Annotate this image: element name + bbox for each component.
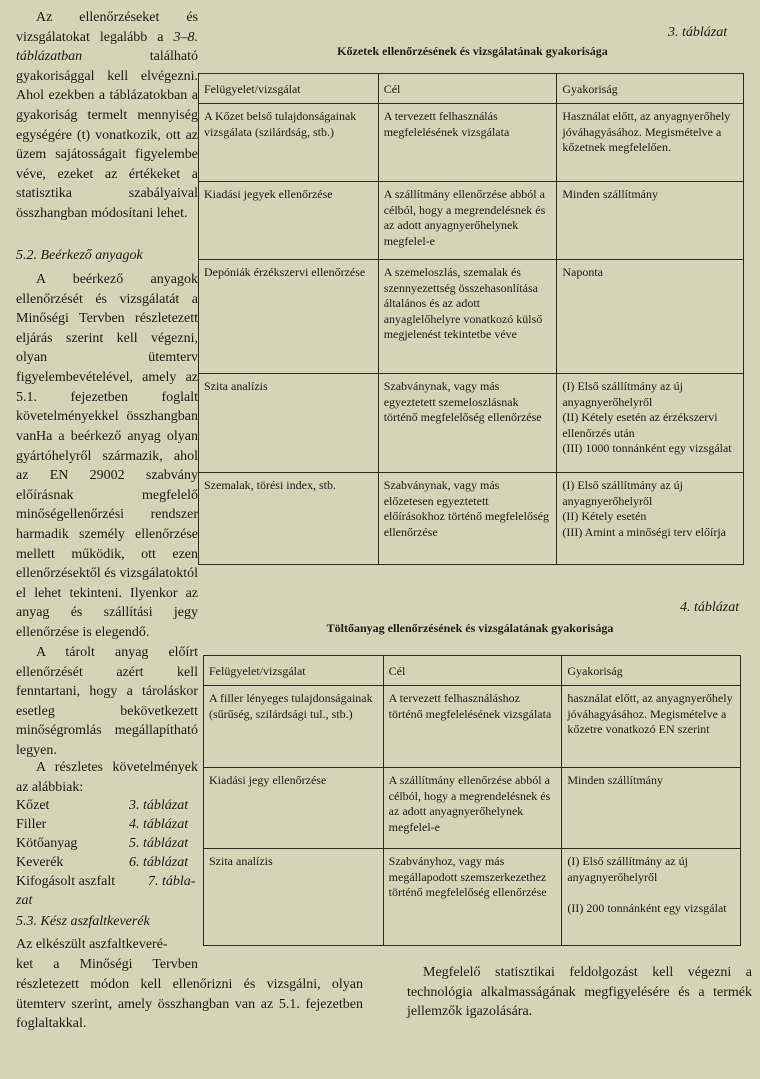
table-3-title: Kőzetek ellenőrzésének és vizsgálatának gyakorisága	[337, 44, 608, 58]
cell-frequency: Naponta	[557, 260, 744, 374]
cell-frequency: használat előtt, az anyagnyerőhely jóváhagyásához. Megismételve a kőzetre vonatkozó EN szerint	[562, 686, 741, 768]
requirement-name: Kifogásolt aszfalt	[16, 874, 116, 889]
header-frequency: Gyakoriság	[557, 74, 744, 104]
requirement-table-ref: 4. táblázat	[129, 817, 189, 832]
cell-supervision: Szemalak, törési index, stb.	[199, 473, 379, 565]
cell-supervision: Szita analízis	[204, 849, 384, 946]
header-purpose: Cél	[378, 74, 557, 104]
section-5-3-heading: 5.3. Kész aszfaltkeverék	[16, 914, 150, 929]
requirement-name: Kőzet	[16, 798, 50, 813]
cell-frequency: (I) Első szállítmány az új anyagnyerőhelyről (II) 200 tonnánként egy vizsgálat	[562, 849, 741, 946]
cell-purpose: A tervezett felhasználáshoz történő megfelelésének vizsgálata	[383, 686, 562, 768]
cell-frequency: Minden szállítmány	[557, 182, 744, 260]
cell-purpose: Szabványnak, vagy más egyeztetett szemeloszlásnak történő megfelelőség ellenőrzése	[378, 374, 557, 473]
cell-supervision: A Kőzet belső tulajdonságainak vizsgálata (szilárdság, stb.)	[199, 104, 379, 182]
cell-supervision: Kiadási jegy ellenőrzése	[204, 768, 384, 849]
table-row	[199, 182, 744, 260]
requirement-name: Filler	[16, 817, 47, 832]
paragraph-finished-mix-line1: Az elkészült aszfaltkeveré-	[16, 937, 168, 952]
requirement-table-ref: 5. táblázat	[129, 836, 189, 851]
paragraph-incoming-materials: A beérkező anyagok ellenőrzését és vizsgálatát a Minőségi Tervben részletezett eljárás szerint kell végezni, olyan ütemterv figyelembevételével, amely az 5.1. fejezetben foglalt követelményekkel összhangban van.	[16, 272, 198, 444]
table-row	[204, 768, 741, 849]
table-3	[198, 73, 744, 565]
cell-supervision: A filler lényeges tulajdonságainak (sűrűség, szilárdsági tul., stb.)	[204, 686, 384, 768]
section-5-2-heading: 5.2. Beérkező anyagok	[16, 248, 143, 263]
table-4-label: 4. táblázat	[680, 600, 740, 615]
cell-purpose: Szabványnak, vagy más előzetesen egyeztetett előírásokhoz történő megfelelőség ellenőrzése	[378, 473, 557, 565]
paragraph-finished-mix-line2: ket a Minőségi Tervben	[16, 957, 198, 972]
table-header-row	[199, 74, 744, 104]
cell-supervision: Szita analízis	[199, 374, 379, 473]
closing-paragraph: Megfelelő statisztikai feldolgozást kell végezni a technológia alkalmasságának megfigyelésére és a termék jellemzők igazolására.	[407, 965, 752, 1020]
header-supervision: Felügyelet/vizsgálat	[199, 74, 379, 104]
intro-paragraph: Az ellenőrzéseket és vizsgálatokat legalább a 3–8. táblázatban található gyakorisággal kell elvégezni. Ahol ezekben a táblázatokban a gyakoriság termelt mennyiség egységére (t) vonatkozik, ott az üzem sajátosságait figyelembe véve, ezeket az értékeket a statisztika szabályaival összhangban módosítani lehet.	[16, 10, 198, 221]
table-row	[204, 849, 741, 946]
paragraph-finished-mix-rest: részletezett módon kell ellenőrizni és vizsgálni, olyan ütemterv szerint, amely összhangban van az 5.1. fejezetben foglaltakkal.	[16, 977, 363, 1032]
cell-purpose: Szabványhoz, vagy más megállapodott szemszerkezethez történő megfelelőség ellenőrzése	[383, 849, 562, 946]
requirement-table-ref-continued: zat	[16, 893, 33, 908]
table-3-label: 3. táblázat	[668, 25, 728, 40]
table-4	[203, 655, 741, 946]
header-supervision: Felügyelet/vizsgálat	[204, 656, 384, 686]
cell-purpose: A szállítmány ellenőrzése abból a célból, hogy a megrendelésnek és az adott anyagnyerőhelynek megfelel-e	[378, 182, 557, 260]
cell-purpose: A szemeloszlás, szemalak és szennyezettség összehasonlítása általános és az adott anyaglelőhelyre vonatkozó külső megjelenést tekintetbe véve	[378, 260, 557, 374]
table-row	[199, 104, 744, 182]
table-row	[199, 374, 744, 473]
requirement-table-ref: 7. tábla-	[148, 874, 196, 889]
table-4-title: Töltőanyag ellenőrzésének és vizsgálatának gyakorisága	[326, 621, 614, 635]
paragraph-en29002: Ha a beérkező anyag olyan gyártóhelyről származik, ahol az EN 29002 szabvány előírásnak megfelelő minőségellenőrzési rendszer harmadik személy ellenőrzése mellett működik, ott ezen ellenőrzésektől és vizsgálatoktól el lehet tekinteni. Ilyenkor az anyag és szállítási jegy ellenőrzése is elegendő.	[16, 429, 198, 640]
table-header-row	[204, 656, 741, 686]
table-row	[199, 260, 744, 374]
cell-frequency: (I) Első szállítmány az új anyagnyerőhelyről (II) Kétely esetén az érzékszervi ellenőrzés után (III) 1000 tonnánként egy vizsgálat	[557, 374, 744, 473]
header-frequency: Gyakoriság	[562, 656, 741, 686]
header-purpose: Cél	[383, 656, 562, 686]
table-row	[199, 473, 744, 565]
requirement-table-ref: 3. táblázat	[129, 798, 189, 813]
requirement-table-ref: 6. táblázat	[129, 855, 189, 870]
cell-purpose: A tervezett felhasználás megfelelésének vizsgálata	[378, 104, 557, 182]
requirement-name: Kötőanyag	[16, 836, 78, 851]
cell-purpose: A szállítmány ellenőrzése abból a célból, hogy a megrendelésnek és az adott anyagnyerőhelynek megfelel-e	[383, 768, 562, 849]
paragraph-stored-material: A tárolt anyag előírt ellenőrzését azért kell fenntartani, hogy a tároláskor esetleg bekövetkezett minőségromlás megállapítható legyen.	[16, 645, 198, 758]
cell-supervision: Kiadási jegyek ellenőrzése	[199, 182, 379, 260]
cell-frequency: Használat előtt, az anyagnyerőhely jóváhagyásához. Megismételve a kőzetnek megfelelően.	[557, 104, 744, 182]
cell-frequency: (I) Első szállítmány az új anyagnyerőhelyről (II) Kétely esetén (III) Amint a minőségi terv előírja	[557, 473, 744, 565]
cell-supervision: Depóniák érzékszervi ellenőrzése	[199, 260, 379, 374]
requirement-name: Keverék	[16, 855, 64, 870]
table-row	[204, 686, 741, 768]
paragraph-requirements-intro: A részletes követelmények az alábbiak:	[16, 760, 198, 795]
cell-frequency: Minden szállítmány	[562, 768, 741, 849]
